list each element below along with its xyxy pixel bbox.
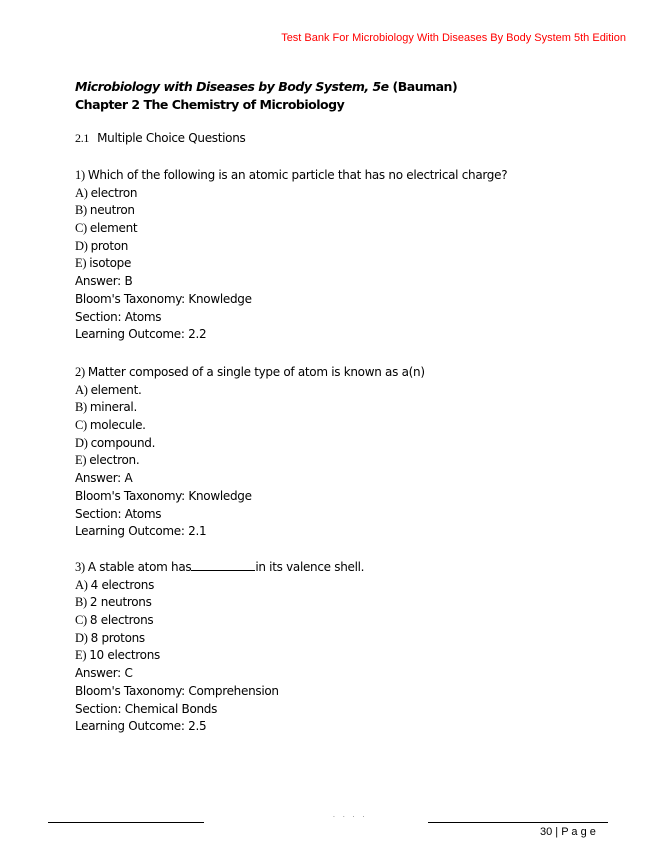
section-heading: [75, 131, 245, 146]
option-text: electron: [90, 185, 138, 200]
question-1: [75, 167, 635, 344]
learning-outcome: Learning Outcome: 2.1: [75, 524, 207, 539]
option-letter: B): [75, 203, 87, 218]
option-text: electron.: [89, 453, 140, 468]
page-number: 30 | P a g e: [540, 826, 596, 838]
option-text: compound.: [90, 435, 156, 450]
option-text: 4 electrons: [90, 577, 155, 592]
option: [75, 452, 635, 470]
question-section: Section: Atoms: [75, 506, 162, 521]
option: [75, 382, 635, 400]
blooms-taxonomy: Bloom's Taxonomy: Comprehension: [75, 683, 279, 698]
document-title: [75, 78, 457, 114]
option-text: neutron: [89, 203, 135, 218]
question-text-after: in its valence shell.: [255, 560, 365, 574]
option-letter: D): [75, 630, 88, 645]
question-stem: [75, 364, 635, 382]
question-section: Section: Atoms: [75, 309, 162, 324]
header-note: Test Bank For Microbiology With Diseases By Body System 5th Edition: [281, 32, 626, 44]
option: [75, 255, 635, 273]
option-letter: C): [75, 418, 87, 433]
question-section: Section: Chemical Bonds: [75, 701, 218, 716]
learning-outcome: Learning Outcome: 2.5: [75, 719, 207, 734]
option-letter: E): [75, 648, 87, 663]
option-letter: A): [75, 185, 88, 200]
option: [75, 594, 635, 612]
option-text: element: [89, 221, 138, 236]
option: [75, 220, 635, 238]
question-number: 3): [75, 560, 85, 574]
option-letter: B): [75, 595, 87, 610]
option-letter: D): [75, 238, 88, 253]
option: [75, 630, 635, 648]
option-text: mineral.: [89, 400, 137, 415]
book-title: Microbiology with Diseases by Body System, 5e: [75, 79, 389, 94]
question-number: 2): [75, 365, 85, 379]
option: [75, 417, 635, 435]
blooms-taxonomy: Bloom's Taxonomy: Knowledge: [75, 291, 252, 306]
option: [75, 647, 635, 665]
option-text: 8 electrons: [89, 613, 154, 628]
question-number: 1): [75, 168, 85, 182]
option-text: molecule.: [89, 418, 146, 433]
option-letter: A): [75, 382, 88, 397]
option: [75, 612, 635, 630]
option: [75, 577, 635, 595]
section-number: 2.1: [75, 131, 90, 145]
option-text: element.: [90, 382, 142, 397]
question-text: Which of the following is an atomic particle that has no electrical charge?: [87, 168, 508, 182]
option: [75, 185, 635, 203]
chapter-title: Chapter 2 The Chemistry of Microbiology: [75, 97, 345, 112]
option-letter: B): [75, 400, 87, 415]
option-text: 10 electrons: [89, 648, 160, 663]
option: [75, 399, 635, 417]
question-text: Matter composed of a single type of atom is known as a(n): [87, 365, 425, 379]
option-letter: A): [75, 577, 88, 592]
option-letter: C): [75, 221, 87, 236]
option-letter: C): [75, 613, 87, 628]
option-letter: D): [75, 435, 88, 450]
learning-outcome: Learning Outcome: 2.2: [75, 327, 207, 342]
question-stem: [75, 559, 635, 577]
option-letter: E): [75, 256, 87, 271]
option: [75, 435, 635, 453]
footer-rule-left: [48, 822, 204, 823]
book-author: (Bauman): [388, 79, 458, 94]
option-text: 2 neutrons: [89, 595, 152, 610]
question-text-before: A stable atom has: [87, 560, 192, 574]
option: [75, 238, 635, 256]
option-letter: E): [75, 453, 87, 468]
option-text: 8 protons: [90, 630, 145, 645]
section-name: Multiple Choice Questions: [97, 131, 246, 145]
answer: Answer: C: [75, 666, 133, 681]
answer-blank: [191, 559, 255, 571]
question-2: [75, 364, 635, 541]
footer-dots: . . . .: [333, 812, 368, 819]
option: [75, 202, 635, 220]
question-stem: [75, 167, 635, 185]
question-3: [75, 559, 635, 736]
option-text: isotope: [89, 256, 132, 271]
blooms-taxonomy: Bloom's Taxonomy: Knowledge: [75, 488, 252, 503]
footer-rule-right: [428, 822, 608, 823]
book-title-line: [75, 78, 457, 96]
option-text: proton: [90, 238, 129, 253]
answer: Answer: A: [75, 471, 133, 486]
answer: Answer: B: [75, 274, 133, 289]
